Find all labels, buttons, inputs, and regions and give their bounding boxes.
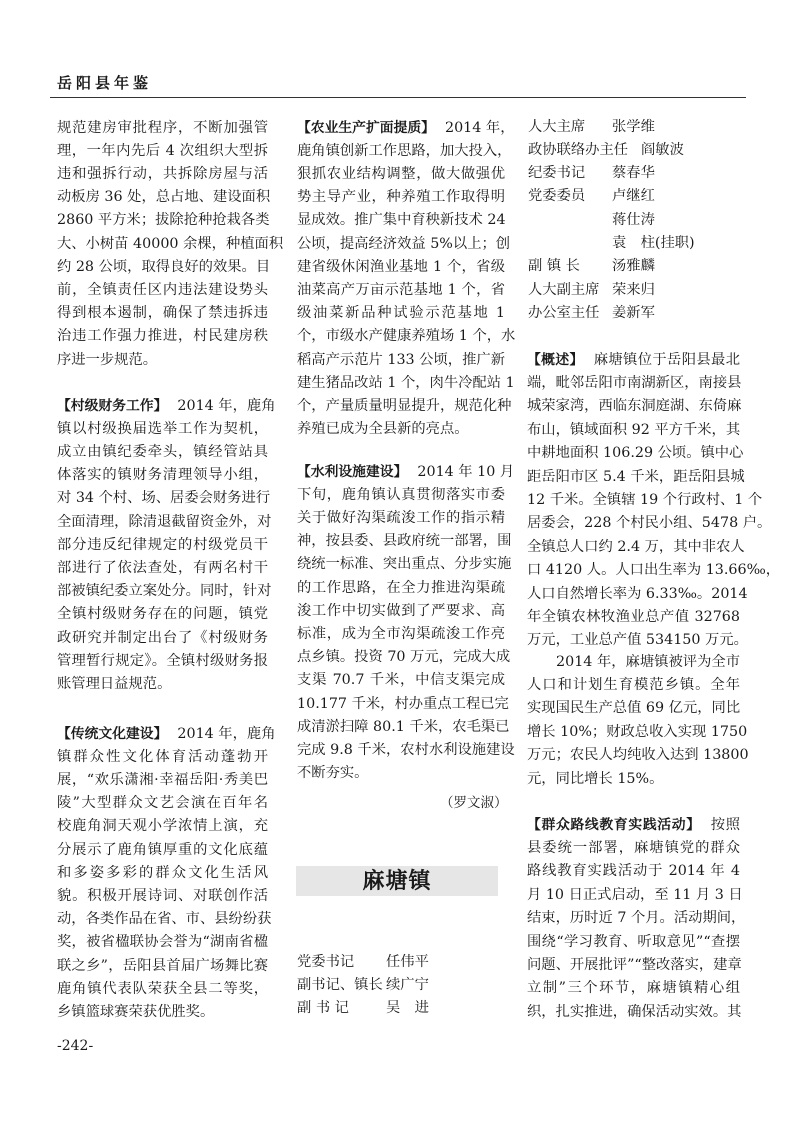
official-name: 张学维: [612, 118, 655, 135]
section-heading: 【群众路线教育实践活动】: [527, 816, 701, 833]
section-heading: 【水利设施建设】: [297, 463, 408, 480]
text-line: 下旬，鹿角镇认真贯彻落实市委: [297, 486, 505, 503]
text-line: 联之乡”，岳阳县首届广场舞比赛: [57, 957, 268, 974]
text-line: 显成效。推广集中育秧新技术 24: [297, 212, 506, 229]
official-name: 汤雅麟: [612, 258, 655, 275]
official-title: 政协联络办主任: [528, 141, 629, 158]
text-line: 围绕“学习教育、听取意见”“查摆: [527, 933, 740, 950]
text-line: 部分违反纪律规定的村级党员干: [57, 536, 268, 553]
text-line: 展，“欢乐潇湘·幸福岳阳·秀美巴: [57, 771, 268, 788]
text-line: 养殖已成为全县新的亮点。: [297, 421, 469, 438]
text-line: 约 28 公顷，取得良好的效果。目: [57, 258, 271, 275]
section-title: 麻塘镇: [296, 866, 498, 896]
text-line: 中耕地面积 106.29 公顷。镇中心: [527, 445, 744, 462]
text-line: 和多姿多彩的群众文化生活风: [57, 864, 268, 881]
text-line: 政研究并制定出台了《村级财务: [57, 629, 268, 646]
text-line: 乡镇篮球赛荣获优胜奖。: [57, 1003, 215, 1020]
text-line: 端，毗邻岳阳市南湖新区，南接县: [527, 374, 742, 391]
text-line: 奖，被省楹联协会誉为“湖南省楹: [57, 934, 268, 951]
header-rule: [50, 97, 746, 98]
text-line: 账管理日益规范。: [57, 675, 172, 692]
text-line: 实现国民生产总值 69 亿元，同比: [527, 700, 741, 717]
page-number: -242-: [57, 1038, 94, 1054]
text-line: 元，同比增长 15%。: [527, 770, 664, 787]
section-heading: 【传统文化建设】: [57, 725, 168, 742]
text-run: 按照: [710, 816, 741, 833]
text-line: 不断夯实。: [297, 765, 369, 782]
text-line: 前，全镇责任区内违法建设势头: [57, 281, 268, 298]
text-line: 万元；农民人均纯收入达到 13800: [527, 747, 749, 764]
text-line: 违和强拆行动，共拆除房屋与活: [57, 165, 268, 182]
official-name: 续广宁: [386, 976, 429, 993]
text-line: 得到根本遏制，确保了禁违拆违: [57, 305, 268, 322]
text-line: 管理暂行规定》。全镇村级财务报: [57, 652, 268, 669]
text-line: 布山，镇域面积 92 平方千米，其: [527, 421, 741, 438]
official-title: 副 书 记: [297, 999, 349, 1016]
text-line: 年全镇农林牧渔业总产值 32768: [527, 608, 740, 625]
text-line: 全镇村级财务存在的问题，镇党: [57, 606, 268, 623]
text-line: 成立由镇纪委牵头，镇经管站具: [57, 443, 268, 460]
text-line: 问题、开展批评”“整改落实，建章: [527, 956, 742, 973]
text-line: 校鹿角洞天观小学浓情上演，充: [57, 818, 268, 835]
text-run: 2014 年，鹿角: [177, 397, 276, 414]
text-line: 完成 9.8 千米，农村水利设施建设: [297, 741, 515, 758]
official-title: 人大主席: [528, 118, 586, 135]
text-line: [57, 723, 276, 746]
official-name: 阎敏波: [641, 141, 684, 158]
text-line: 陵”大型群众文艺会演在百年名: [57, 795, 268, 812]
text-line: 的工作思路，在全力推进沟渠疏: [297, 579, 505, 596]
text-line: 规范建房审批程序，不断加强管: [57, 119, 268, 136]
text-line: 10.177 千米，村办重点工程已完: [297, 695, 509, 712]
official-title: 办公室主任: [528, 304, 600, 321]
text-line: 12 千米。全镇辖 19 个行政村、1 个: [527, 491, 763, 508]
official-name: 姜新军: [612, 304, 655, 321]
text-line: 大、小树苗 40000 余棵，种植面积: [57, 235, 284, 252]
official-title: 副书记、镇长: [297, 976, 383, 993]
text-line: 成清淤扫障 80.1 千米，农毛渠已: [297, 718, 510, 735]
text-line: 人口自然增长率为 6.33‰。2014: [527, 585, 748, 602]
official-title: 人大副主席: [528, 281, 600, 298]
text-line: 理，一年内先后 4 次组织大型拆: [57, 142, 268, 159]
text-line: 鹿角镇创新工作思路，加大投入，: [297, 142, 512, 159]
text-line: [57, 395, 276, 418]
text-line: 2014 年，麻塘镇被评为全市: [556, 653, 740, 670]
text-line: 序进一步规范。: [57, 351, 158, 368]
text-line: 狠抓农业结构调整，做大做强优: [297, 165, 505, 182]
text-line: 建省级休闲渔业基地 1 个，省级: [297, 258, 505, 275]
text-line: 体落实的镇财务清理领导小组，: [57, 467, 268, 484]
text-line: 县委统一部署，麻塘镇党的群众: [527, 839, 740, 856]
official-title: 纪委书记: [528, 165, 586, 182]
text-line: 结束，历时近 7 个月。活动期间，: [527, 910, 746, 927]
official-title: 副 镇 长: [528, 258, 580, 275]
text-line: 稻高产示范片 133 公顷，推广新: [297, 351, 505, 368]
text-line: 治违工作强力推进，村民建房秩: [57, 328, 268, 345]
text-line: 口 4120 人。人口出生率为 13.66‰，: [527, 562, 781, 579]
text-line: 级油菜新品种试验示范基地 1: [297, 305, 505, 322]
text-line: 神，按县委、县政府统一部署，围: [297, 533, 512, 550]
text-line: 居委会，228 个村民小组、5478 户。: [527, 515, 772, 532]
text-line: 动板房 36 处，总占地、建设面积: [57, 189, 271, 206]
text-line: 万元，工业总产值 534150 万元。: [527, 632, 748, 649]
text-run: 麻塘镇位于岳阳县最北: [593, 351, 741, 368]
official-name: 荣来归: [612, 281, 655, 298]
text-line: 绕统一标准、突出重点、分步实施: [297, 556, 512, 573]
text-line: [297, 461, 515, 484]
text-line: 增长 10%；财政总收入实现 1750: [527, 723, 748, 740]
section-heading: 【概述】: [527, 351, 584, 368]
official-name: 蒋仕涛: [612, 211, 655, 228]
text-line: [527, 349, 740, 372]
text-line: 2860 平方米；拔除抢种抢栽各类: [57, 212, 270, 229]
text-run: 2014 年，: [444, 119, 515, 136]
text-line: [297, 117, 515, 140]
text-line: 织，扎实推进，确保活动实效。其: [527, 1003, 742, 1020]
text-line: 关于做好沟渠疏浚工作的指示精: [297, 509, 505, 526]
text-run: 2014 年 10 月: [417, 463, 515, 480]
text-line: 全面清理，除清退截留资金外，对: [57, 513, 272, 530]
official-title: 党委委员: [528, 188, 586, 205]
text-line: 动，各类作品在省、市、县纷纷获: [57, 911, 272, 928]
text-line: 全镇总人口约 2.4 万，其中非农人: [527, 538, 745, 555]
text-line: 立制”三个环节，麻塘镇精心组: [527, 980, 740, 997]
running-head: 岳阳县年鉴: [57, 74, 153, 92]
text-line: 标准，成为全市沟渠疏浚工作亮: [297, 625, 505, 642]
text-line: 部进行了依法查处，有两名村干: [57, 559, 268, 576]
author-credit: （罗文淑）: [440, 795, 508, 811]
text-line: 分展示了鹿角镇厚重的文化底蕴: [57, 841, 268, 858]
text-line: 个，产量质量明显提升，规范化种: [297, 397, 512, 414]
text-line: 路线教育实践活动于 2014 年 4: [527, 863, 740, 880]
official-name: 吴 进: [386, 999, 429, 1016]
text-line: 油菜高产万亩示范基地 1 个，省: [297, 281, 505, 298]
official-name: 蔡春华: [612, 165, 655, 182]
official-name: 袁 柱(挂职): [612, 235, 695, 251]
text-line: 镇群众性文化体育活动蓬勃开: [57, 748, 268, 765]
text-line: 距岳阳市区 5.4 千米，距岳阳县城: [527, 468, 745, 485]
section-heading: 【村级财务工作】: [57, 397, 168, 414]
text-line: 公顷，提高经济效益 5%以上；创: [297, 235, 511, 252]
text-line: 镇以村级换届选举工作为契机，: [57, 420, 268, 437]
text-line: 支渠 70.7 千米，中信支渠完成: [297, 672, 505, 689]
text-line: 人口和计划生育模范乡镇。全年: [527, 676, 740, 693]
text-line: 鹿角镇代表队荣获全县二等奖，: [57, 980, 268, 997]
text-line: 点乡镇。投资 70 万元，完成大成: [297, 649, 511, 666]
text-line: [527, 814, 740, 837]
text-line: 势主导产业，种养殖工作取得明: [297, 189, 505, 206]
official-title: 党委书记: [297, 953, 355, 970]
text-line: 城荣家湾，西临东洞庭湖、东倚麻: [527, 398, 742, 415]
official-name: 任伟平: [386, 953, 429, 970]
text-run: 2014 年，鹿角: [177, 725, 276, 742]
text-line: 貌。积极开展诗词、对联创作活: [57, 887, 268, 904]
text-line: 对 34 个村、场、居委会财务进行: [57, 490, 271, 507]
text-line: 月 10 日正式启动，至 11 月 3 日: [527, 886, 743, 903]
official-name: 卢继红: [612, 188, 655, 205]
section-heading: 【农业生产扩面提质】: [297, 119, 435, 136]
text-line: 个，市级水产健康养殖场 1 个，水: [297, 328, 516, 345]
text-line: 浚工作中切实做到了严要求、高: [297, 602, 505, 619]
text-line: 建生猪品改站 1 个，肉牛冷配站 1: [297, 374, 515, 391]
text-line: 部被镇纪委立案处分。同时，针对: [57, 583, 272, 600]
